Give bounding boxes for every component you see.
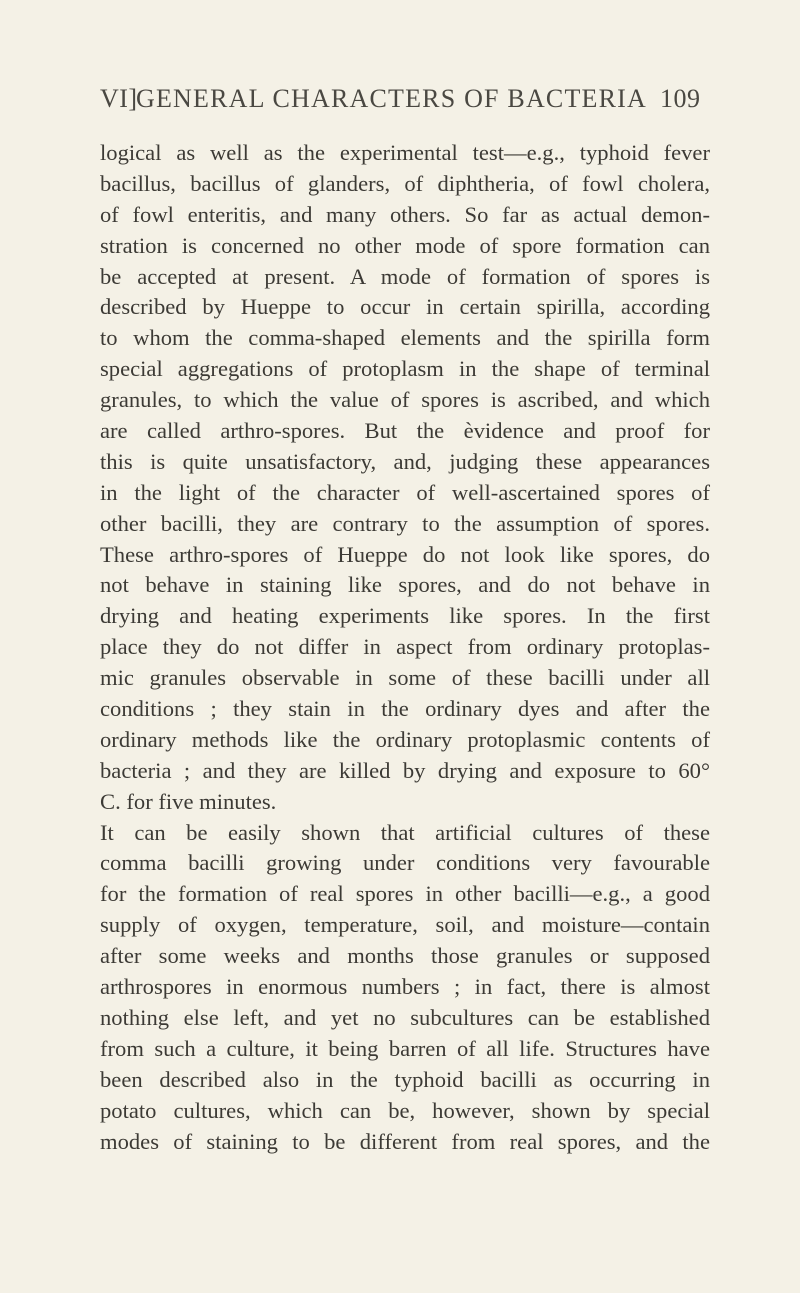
text-line: are called arthro-spores. But the èvidence and proof for <box>100 418 710 444</box>
text-line: arthrospores in enormous numbers ; in fact, there is almost <box>100 974 710 1000</box>
text-line: after some weeks and months those granules or supposed <box>100 943 710 969</box>
text-line: in the light of the character of well-ascertained spores of <box>100 479 710 505</box>
text-line: to whom the comma-shaped elements and the spirilla form <box>100 325 710 351</box>
text-line: It can be easily shown that artificial cultures of these <box>100 819 710 845</box>
text-line: logical as well as the experimental test—e.g., typhoid fever <box>100 140 710 165</box>
text-line: other bacilli, they are contrary to the assumption of spores. <box>100 510 710 536</box>
text-line: not behave in staining like spores, and do not behave in <box>100 572 710 598</box>
chapter-number: VI] <box>100 84 138 113</box>
text-line: mic granules observable in some of these bacilli under all <box>100 665 710 691</box>
text-line: These arthro-spores of Hueppe do not look like spores, do <box>100 541 710 567</box>
text-line: bacteria ; and they are killed by drying and exposure to 60° <box>100 757 710 783</box>
text-line: bacillus, bacillus of glanders, of diphtheria, of fowl cholera, <box>100 170 710 196</box>
text-line: stration is concerned no other mode of spore formation can <box>100 232 710 258</box>
text-line: special aggregations of protoplasm in the shape of terminal <box>100 356 710 382</box>
text-line: this is quite unsatisfactory, and, judging these appearances <box>100 448 710 474</box>
page-number: 109 <box>660 84 701 113</box>
paragraph-2 <box>100 818 710 1158</box>
text-line: potato cultures, which can be, however, shown by special <box>100 1097 710 1123</box>
text-line: place they do not differ in aspect from ordinary protoplas- <box>100 634 710 660</box>
text-line: modes of staining to be different from real spores, and the <box>100 1128 710 1154</box>
running-head <box>100 84 700 124</box>
text-line: been described also in the typhoid bacilli as occurring in <box>100 1066 710 1092</box>
text-line: ordinary methods like the ordinary protoplasmic contents of <box>100 726 710 752</box>
text-line: supply of oxygen, temperature, soil, and moisture—contain <box>100 912 710 938</box>
text-line: be accepted at present. A mode of formation of spores is <box>100 263 710 289</box>
text-line: drying and heating experiments like spores. In the first <box>100 603 710 629</box>
text-line: from such a culture, it being barren of all life. Structures have <box>100 1035 710 1061</box>
text-line: comma bacilli growing under conditions very favourable <box>100 850 710 876</box>
text-line: nothing else left, and yet no subcultures can be established <box>100 1004 710 1030</box>
running-head-title: GENERAL CHARACTERS OF BACTERIA <box>136 84 648 113</box>
text-line: granules, to which the value of spores is ascribed, and which <box>100 387 710 413</box>
text-line: for the formation of real spores in other bacilli—e.g., a good <box>100 881 710 907</box>
text-line: described by Hueppe to occur in certain spirilla, according <box>100 294 710 320</box>
body-text <box>100 138 710 1157</box>
text-line: of fowl enteritis, and many others. So far as actual demon- <box>100 201 710 227</box>
text-line: C. for five minutes. <box>100 788 277 814</box>
paragraph-1 <box>100 138 710 818</box>
text-line: conditions ; they stain in the ordinary dyes and after the <box>100 696 710 722</box>
